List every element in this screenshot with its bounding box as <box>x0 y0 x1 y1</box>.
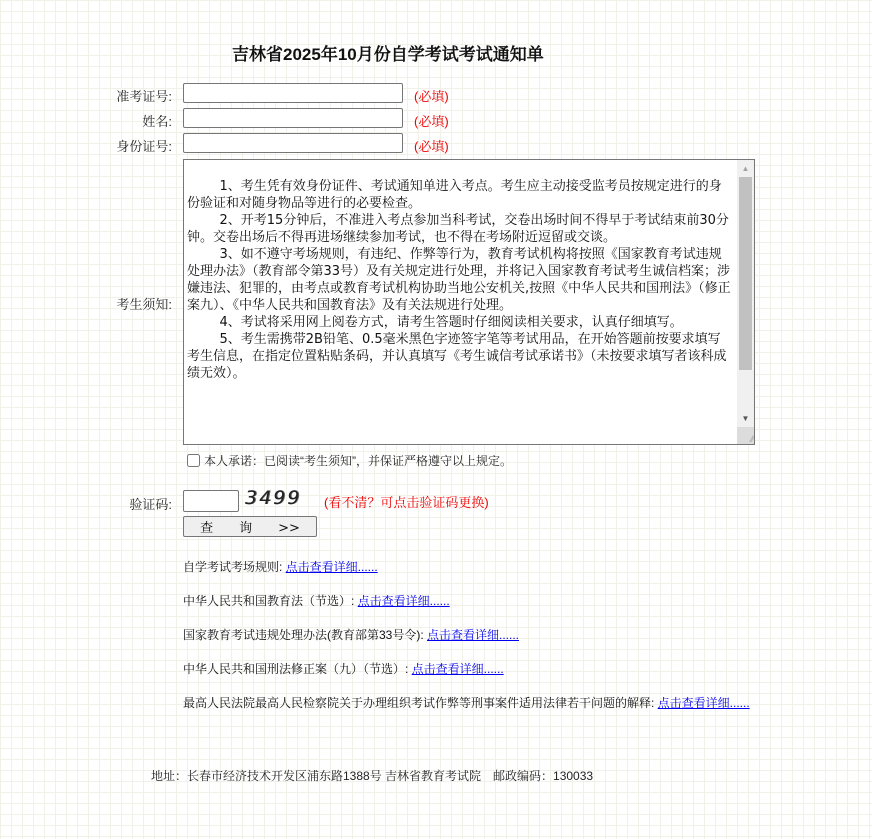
scroll-down-arrow-icon[interactable]: ▼ <box>741 414 750 423</box>
id-card-input[interactable] <box>183 133 403 153</box>
education-law-link[interactable]: 点击查看详细...... <box>357 594 450 608</box>
name-label: 姓名: <box>142 114 172 129</box>
admission-no-label: 准考证号: <box>116 89 172 104</box>
captcha-input[interactable] <box>183 490 239 512</box>
violation-rules-link[interactable]: 点击查看详细...... <box>427 628 520 642</box>
criminal-law-link[interactable]: 点击查看详细...... <box>411 662 504 676</box>
name-input[interactable] <box>183 108 403 128</box>
notice-item-4: 4、考试将采用网上阅卷方式，请考生答题时仔细阅读相关要求，认真仔细填写。 <box>219 315 683 330</box>
notice-label: 考生须知: <box>116 297 172 312</box>
notice-scrollbar[interactable] <box>737 160 754 444</box>
agreement-checkbox[interactable] <box>187 454 200 467</box>
link-prefix: 自学考试考场规则: <box>183 560 286 574</box>
notice-content <box>187 178 732 382</box>
scroll-thumb[interactable] <box>739 177 752 370</box>
link-line-criminal-law <box>183 661 504 678</box>
link-prefix: 最高人民法院最高人民检察院关于办理组织考试作弊等刑事案件适用法律若干问题的解释: <box>183 696 658 710</box>
resize-grip-icon[interactable]: ⁄⁄ <box>737 427 754 444</box>
id-card-label: 身份证号: <box>116 139 172 154</box>
captcha-image[interactable]: 3499 <box>245 487 302 509</box>
link-line-judicial-interpretation <box>183 695 753 712</box>
admission-no-input[interactable] <box>183 83 403 103</box>
agreement-row[interactable] <box>187 452 512 469</box>
link-line-exam-rules <box>183 559 378 576</box>
judicial-interpretation-link[interactable]: 点击查看详细...... <box>657 696 750 710</box>
page-title: 吉林省2025年10月份自学考试考试通知单 <box>232 45 544 64</box>
notice-item-3: 3、如不遵守考场规则，有违纪、作弊等行为，教育考试机构将按照《国家教育考试违规处理办法》（教育部令第33号）及有关规定进行处理，并将记入国家教育考试考生诚信档案；涉嫌违法、犯罪的，由考点或教育考试机构协助当地公安机关,按照《中华人民共和国刑法》（修正案九）、《中华人民共和国教育法》及有关法规进行处理。 <box>187 247 731 313</box>
notice-item-2: 2、开考15分钟后，不准进入考点参加当科考试，交卷出场时间不得早于考试结束前30分钟。交卷出场后不得再进场继续参加考试，也不得在考场附近逗留或交谈。 <box>187 213 729 245</box>
notice-item-5: 5、考生需携带2B铅笔、0.5毫米黑色字迹签字笔等考试用品，在开始答题前按要求填写考生信息，在指定位置粘贴条码，并认真填写《考生诚信考试承诺书》（未按要求填写者该科成绩无效）。 <box>187 332 727 381</box>
footer-address: 地址：长春市经济技术开发区浦东路1388号 吉林省教育考试院 邮政编码：130033 <box>151 769 594 783</box>
captcha-label: 验证码: <box>129 497 172 512</box>
link-line-violation-rules <box>183 627 519 644</box>
notice-textarea[interactable] <box>183 159 755 445</box>
captcha-refresh-hint[interactable]: (看不清？可点击验证码更换) <box>324 495 489 510</box>
exam-rules-link[interactable]: 点击查看详细...... <box>285 560 378 574</box>
admission-no-required: (必填) <box>414 89 449 104</box>
link-prefix: 国家教育考试违规处理办法(教育部第33号令): <box>183 628 428 642</box>
scroll-up-arrow-icon[interactable]: ▲ <box>741 164 750 173</box>
link-prefix: 中华人民共和国教育法（节选）: <box>183 594 358 608</box>
name-required: (必填) <box>414 114 449 129</box>
id-card-required: (必填) <box>414 139 449 154</box>
agreement-label: 本人承诺：已阅读“考生须知”，并保证严格遵守以上规定。 <box>204 454 512 468</box>
query-button[interactable]: 查 询 >> <box>183 516 317 537</box>
notice-item-1: 1、考生凭有效身份证件、考试通知单进入考点。考生应主动接受监考员按规定进行的身份验证和对随身物品等进行的必要检查。 <box>187 179 722 211</box>
link-prefix: 中华人民共和国刑法修正案（九）（节选）: <box>183 662 412 676</box>
link-line-education-law <box>183 593 450 610</box>
